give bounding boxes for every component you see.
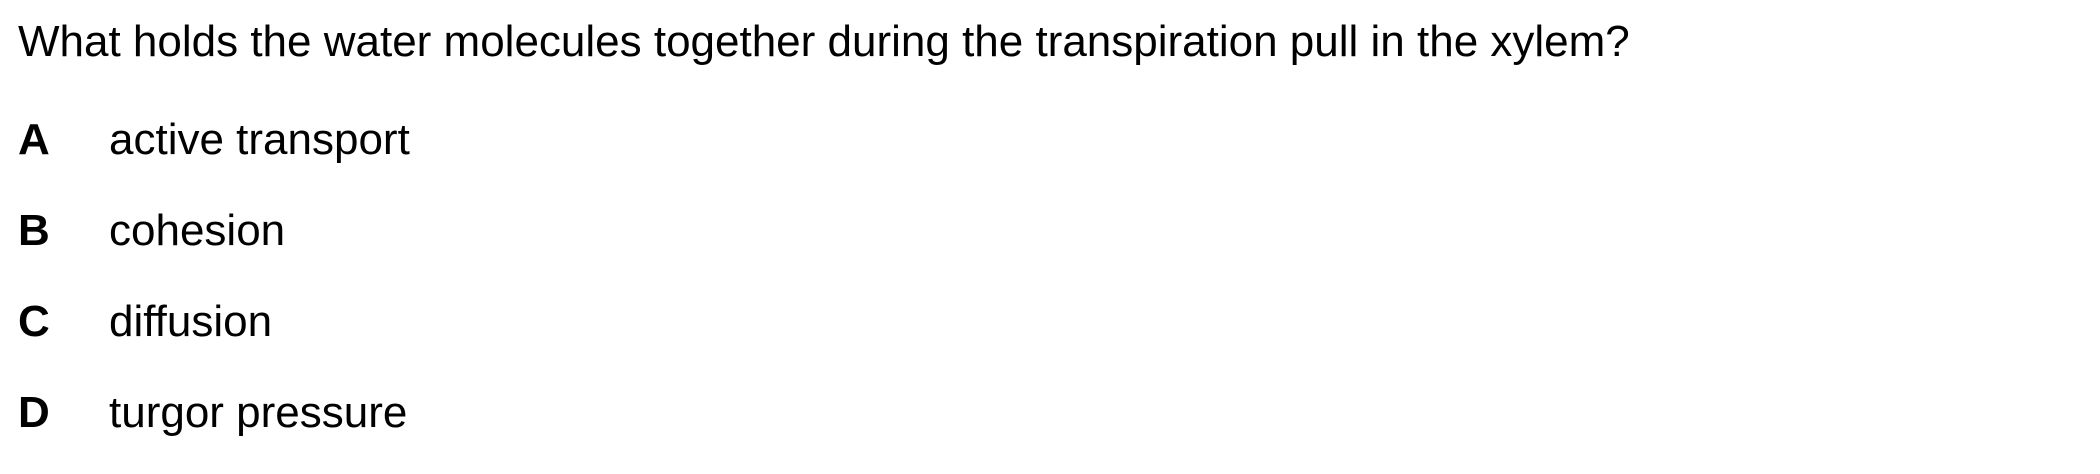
option-letter: D [18,388,50,437]
option-text: diffusion [109,297,273,346]
answer-options [18,110,410,474]
option-a[interactable] [18,110,410,201]
option-text: turgor pressure [109,388,408,437]
option-d[interactable] [18,383,410,474]
option-letter: A [18,115,50,164]
option-text: active transport [109,115,410,164]
option-c[interactable] [18,292,410,383]
question-text: What holds the water molecules together during the transpiration pull in the xylem? [18,17,1630,66]
option-letter: C [18,297,50,346]
option-text: cohesion [109,206,286,255]
option-b[interactable] [18,201,410,292]
option-letter: B [18,206,50,255]
